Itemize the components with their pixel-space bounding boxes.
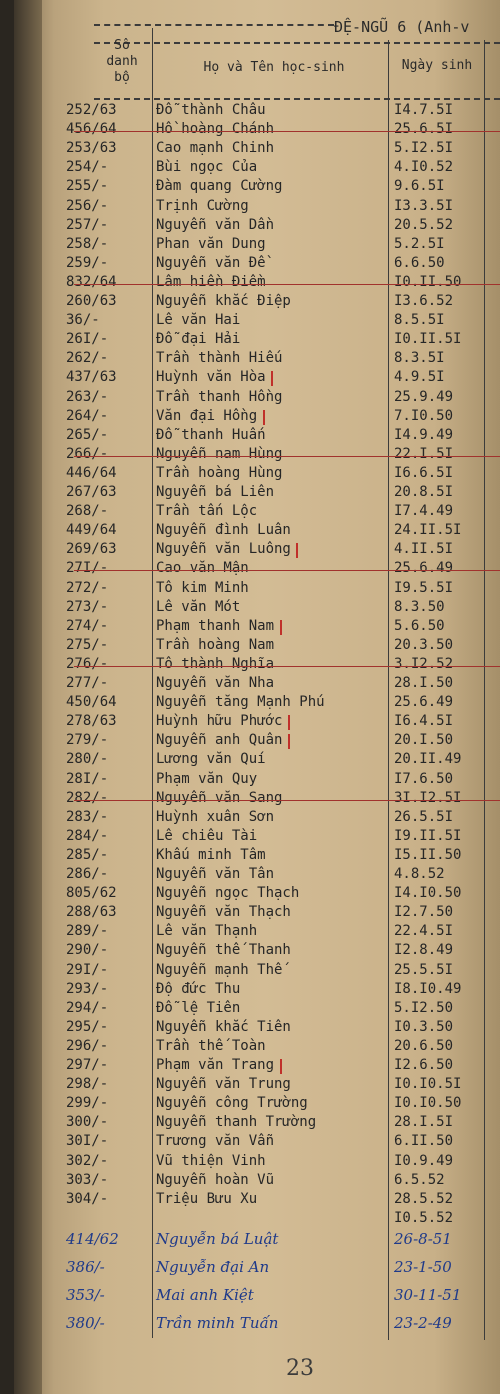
cell-name: Phạm thanh Nam [156,617,275,634]
cell-dob: 4.8.52 [394,866,445,882]
cell-dob: I0.I0.50 [394,1095,462,1112]
table-row [14,274,500,293]
cell-dob: 26-8-51 [394,1230,452,1248]
cell-name: Cao mạnh Chinh [156,140,275,157]
cell-name: Lê chiêu Tài [156,827,258,844]
table-row [14,1038,500,1057]
cell-num: 303/- [66,1171,109,1188]
cell-num: 254/- [66,159,109,176]
cell-dob: 3.I2.52 [394,655,454,672]
cell-name: Lâm hiền Điềm [156,273,266,290]
cell-dob: I0.II.5I [394,331,462,348]
cell-num: 298/- [66,1076,109,1093]
cell-num: 450/64 [66,694,117,711]
cell-num: 263/- [66,388,109,405]
cell-num: 299/- [66,1095,109,1112]
cell-dob: I0.3.50 [394,1018,454,1035]
cell-name: Nguyễn công Trường [156,1095,308,1112]
cell-num: 277/- [66,675,109,691]
cell-name: Đỗ thanh Huấn [156,426,266,443]
table-row [14,255,500,274]
cell-name: Trương văn Vẫn [156,1133,275,1150]
cell-name: Huỳnh xuân Sơn [156,808,275,825]
cell-num: 260/63 [66,293,117,309]
col-header-name: Họ và Tên học-sinh [203,60,345,75]
cell-name: Nguyễn văn Đề [156,254,266,271]
table-row [14,1153,500,1172]
table-row [14,656,500,675]
cell-dob: 30-11-51 [394,1286,462,1304]
col-header-dob: Ngày sinh [401,58,473,73]
cell-num: 267/63 [66,484,117,500]
cell-dob: 8.5.5I [394,312,445,329]
cell-name: Mai anh Kiệt [156,1286,254,1304]
cell-num: 290/- [66,942,109,959]
cell-dob: I0.5.52 [394,1209,454,1226]
table-row [14,236,500,255]
cell-dob: 5.I2.50 [394,999,454,1016]
cell-name: Đỗ lệ Tiên [156,999,241,1016]
cell-num: 805/62 [66,885,117,902]
table-row [14,198,500,217]
cell-name: Nguyễn mạnh Thế [156,961,283,978]
cell-num: 264/- [66,407,109,424]
cell-name: Cao văn Mận [156,560,249,577]
table-row [14,923,500,942]
cell-num: 437/63 [66,369,117,386]
cell-num: 297/- [66,1057,109,1073]
cell-dob: 25.9.49 [394,388,454,405]
table-row [14,580,500,599]
cell-num: 304/- [66,1190,109,1207]
cell-num: 286/- [66,866,109,882]
cell-num: 380/- [66,1314,105,1332]
cell-dob: 28.I.50 [394,675,454,691]
cell-name: Nguyễn bá Liên [156,484,275,500]
cell-name: Nguyễn văn Dần [156,216,275,233]
cell-dob: 28.I.5I [394,1114,454,1131]
cell-dob: I7.6.50 [394,770,454,787]
cell-name: Vũ thiện Vinh [156,1152,266,1169]
cell-name: Tô thành Nghĩa [156,655,275,672]
cell-dob: 8.3.5I [394,350,445,367]
cell-dob: 25.6.49 [394,560,454,577]
cell-num: 353/- [66,1286,105,1304]
cell-dob: 6.6.50 [394,254,445,271]
cell-name: Nguyễn ngọc Thạch [156,885,300,902]
class-label: ĐỆ-NGŨ 6 (Anh-v [334,18,470,36]
cell-name: Nguyễn thanh Trường [156,1114,317,1131]
cell-num: 296/- [66,1037,109,1054]
red-tick-mark [296,543,298,558]
table-row [14,121,500,140]
cell-name: Phạm văn Quy [156,770,258,787]
cell-dob: 20.3.50 [394,636,454,653]
table-row [14,1057,500,1076]
table-row [14,312,500,331]
cell-dob: I9.5.5I [394,579,454,596]
cell-dob: 22.4.5I [394,923,454,940]
strike-line [74,570,500,571]
table-row [14,159,500,178]
cell-num: 293/- [66,980,109,997]
cell-dob: I3.6.52 [394,293,454,309]
cell-dob: 9.6.5I [394,178,445,195]
table-row [14,102,500,121]
cell-dob: 6.5.52 [394,1171,445,1188]
cell-num: 284/- [66,827,109,844]
strike-line [74,284,500,285]
cell-num: 30I/- [66,1133,109,1150]
cell-dob: I0.I0.5I [394,1076,462,1093]
red-tick-mark [271,371,273,386]
table-row [14,293,500,312]
table-row [14,713,500,732]
table-row [14,828,500,847]
cell-dob: I3.3.5I [394,197,454,214]
cell-name: Nguyễn văn Luông [156,541,291,558]
table-row [14,809,500,828]
cell-name: Nguyễn văn Nha [156,675,275,691]
cell-num: 276/- [66,655,109,672]
red-tick-mark [263,410,265,425]
cell-num: 289/- [66,923,109,940]
cell-name: Trần minh Tuấn [156,1314,279,1332]
cell-name: Trần hoàng Hùng [156,464,283,481]
cell-dob: I0.II.50 [394,273,462,290]
cell-dob: I4.I0.50 [394,885,462,902]
red-tick-mark [280,620,282,635]
cell-num: 262/- [66,350,109,367]
cell-name: Huỳnh hữu Phước [156,713,283,730]
cell-name: Trần tấn Lộc [156,503,258,520]
cell-dob: 20.5.52 [394,216,454,233]
col-header-number: Sô danh bộ [106,38,138,85]
cell-name: Nguyễn đình Luân [156,522,291,539]
cell-name: Tô kim Minh [156,579,249,596]
strike-line [74,800,500,801]
register-page [14,0,500,1394]
table-row [14,751,500,770]
table-row [14,1172,500,1191]
cell-name: Trần thành Hiếu [156,350,283,367]
cell-dob: 20.8.5I [394,484,454,500]
table-row [14,637,500,656]
cell-name: Nguyễn anh Quân [156,732,283,749]
cell-num: 288/63 [66,904,117,921]
cell-dob: 5.I2.5I [394,140,454,157]
cell-num: 275/- [66,636,109,653]
cell-name: Nguyễn nam Hùng [156,445,283,462]
cell-dob: 20.II.49 [394,751,462,768]
cell-name: Văn đại Hồng [156,407,258,424]
cell-num: 832/64 [66,273,117,290]
strike-line [74,131,500,132]
cell-name: Nguyễn hoàn Vũ [156,1171,275,1188]
cell-num: 300/- [66,1114,109,1131]
cell-name: Đỗ đại Hải [156,331,241,348]
table-row [14,408,500,427]
cell-num: 414/62 [66,1230,119,1248]
cell-name: Nguyễn văn Thạch [156,904,291,921]
cell-dob: 8.3.50 [394,598,445,615]
cell-dob: 23-2-49 [394,1314,452,1332]
cell-num: 268/- [66,503,109,520]
cell-name: Bùi ngọc Của [156,159,258,176]
red-tick-mark [280,1059,282,1074]
cell-num: 253/63 [66,140,117,157]
cell-num: 283/- [66,808,109,825]
cell-name: Lê văn Hai [156,312,241,329]
cell-dob: 20.6.50 [394,1037,454,1054]
table-row [14,178,500,197]
cell-name: Lê văn Mót [156,598,241,615]
cell-dob: I8.I0.49 [394,980,462,997]
table-row [14,732,500,751]
cell-name: Khấu minh Tâm [156,846,266,863]
cell-dob: 20.I.50 [394,732,454,749]
table-row [14,771,500,790]
cell-dob: I6.4.5I [394,713,454,730]
table-row [14,1095,500,1114]
cell-name: Nguyễn khắc Tiên [156,1018,291,1035]
cell-name: Nguyễn văn Trung [156,1076,291,1093]
table-row [14,140,500,159]
page-number: 23 [286,1356,314,1381]
cell-dob: 4.9.5I [394,369,445,386]
handwritten-row [14,1230,500,1249]
cell-name: Nguyễn đại An [156,1258,270,1276]
cell-num: 255/- [66,178,109,195]
cell-num: 278/63 [66,713,117,730]
table-row [14,217,500,236]
cell-num: 449/64 [66,522,117,539]
table-row [14,427,500,446]
cell-num: 446/64 [66,464,117,481]
cell-dob: 28.5.52 [394,1190,454,1207]
cell-num: 280/- [66,751,109,768]
table-row [14,675,500,694]
strike-line [74,456,500,457]
cell-num: 282/- [66,789,109,806]
cell-num: 26I/- [66,331,109,348]
cell-num: 259/- [66,254,109,271]
table-row [14,847,500,866]
cell-num: 285/- [66,846,109,863]
cell-name: Độ đức Thu [156,980,241,997]
cell-num: 257/- [66,216,109,233]
table-row [14,1000,500,1019]
red-tick-mark [288,715,290,730]
cell-num: 28I/- [66,770,109,787]
table-row [14,350,500,369]
table-row [14,1133,500,1152]
table-row [14,560,500,579]
cell-dob: 26.5.5I [394,808,454,825]
cell-dob: 4.II.5I [394,541,454,558]
cell-dob: 25.6.5I [394,121,454,138]
cell-name: Trịnh Cường [156,197,249,214]
cell-num: 386/- [66,1258,105,1276]
cell-dob: 22.I.5I [394,445,454,462]
table-row [14,369,500,388]
cell-name: Phan văn Dung [156,235,266,252]
cell-num: 456/64 [66,121,117,138]
cell-num: 256/- [66,197,109,214]
cell-dob: 23-1-50 [394,1258,452,1276]
handwritten-row [14,1258,500,1277]
table-row [14,1210,500,1229]
handwritten-row [14,1286,500,1305]
table-row [14,981,500,1000]
table-row [14,962,500,981]
table-row [14,522,500,541]
cell-dob: I4.9.49 [394,426,454,443]
table-row [14,1019,500,1038]
cell-num: 266/- [66,445,109,462]
cell-dob: 7.I0.50 [394,407,454,424]
cell-dob: I0.9.49 [394,1152,454,1169]
table-row [14,942,500,961]
table-row [14,331,500,350]
strike-line [74,666,500,667]
table-row [14,446,500,465]
cell-num: 258/- [66,235,109,252]
red-tick-mark [288,734,290,749]
cell-name: Triệu Bưu Xu [156,1190,258,1207]
cell-dob: I9.II.5I [394,827,462,844]
table-row [14,1191,500,1210]
cell-name: Lương văn Quí [156,751,266,768]
cell-name: Hồ hoàng Chánh [156,121,275,138]
table-row [14,503,500,522]
top-dashed-line [94,24,334,26]
cell-name: Nguyễn tăng Mạnh Phú [156,694,325,711]
cell-dob: 5.2.5I [394,235,445,252]
cell-dob: 24.II.5I [394,522,462,539]
cell-name: Nguyễn văn Sang [156,789,283,806]
table-row [14,866,500,885]
table-row [14,618,500,637]
table-row [14,389,500,408]
cell-name: Phạm văn Trang [156,1057,275,1073]
table-row [14,790,500,809]
cell-num: 294/- [66,999,109,1016]
table-row [14,904,500,923]
handwritten-row [14,1314,500,1333]
cell-dob: I7.4.49 [394,503,454,520]
cell-num: 274/- [66,617,109,634]
cell-num: 27I/- [66,560,109,577]
table-row [14,465,500,484]
table-row [14,694,500,713]
cell-name: Đỗ thành Châu [156,102,266,118]
cell-dob: I4.7.5I [394,102,454,118]
cell-name: Trần thế Toàn [156,1037,266,1054]
cell-dob: 3I.I2.5I [394,789,462,806]
cell-num: 279/- [66,732,109,749]
table-row [14,484,500,503]
cell-name: Trần thanh Hồng [156,388,283,405]
table-row [14,1076,500,1095]
cell-dob: I6.6.5I [394,464,454,481]
cell-num: 269/63 [66,541,117,558]
cell-dob: 25.5.5I [394,961,454,978]
table-row [14,599,500,618]
cell-dob: I2.8.49 [394,942,454,959]
cell-name: Lê văn Thạnh [156,923,258,940]
cell-dob: 5.6.50 [394,617,445,634]
cell-num: 273/- [66,598,109,615]
cell-name: Huỳnh văn Hòa [156,369,266,386]
cell-dob: 6.II.50 [394,1133,454,1150]
cell-dob: 4.I0.52 [394,159,454,176]
cell-name: Trần hoàng Nam [156,636,275,653]
header-bottom-dashed-line [94,98,500,100]
cell-num: 36/- [66,312,100,329]
cell-name: Nguyễn thế Thanh [156,942,291,959]
cell-dob: I2.6.50 [394,1057,454,1073]
cell-num: 295/- [66,1018,109,1035]
cell-num: 29I/- [66,961,109,978]
header-dashed-line [94,42,500,44]
cell-num: 302/- [66,1152,109,1169]
cell-name: Nguyễn bá Luật [156,1230,279,1248]
table-row [14,885,500,904]
cell-name: Nguyễn khắc Điệp [156,293,291,309]
table-row [14,1114,500,1133]
cell-name: Đàm quang Cường [156,178,283,195]
cell-num: 252/63 [66,102,117,118]
cell-num: 265/- [66,426,109,443]
cell-num: 272/- [66,579,109,596]
cell-dob: I5.II.50 [394,846,462,863]
cell-dob: 25.6.49 [394,694,454,711]
table-row [14,541,500,560]
cell-name: Nguyễn văn Tân [156,866,275,882]
cell-dob: I2.7.50 [394,904,454,921]
